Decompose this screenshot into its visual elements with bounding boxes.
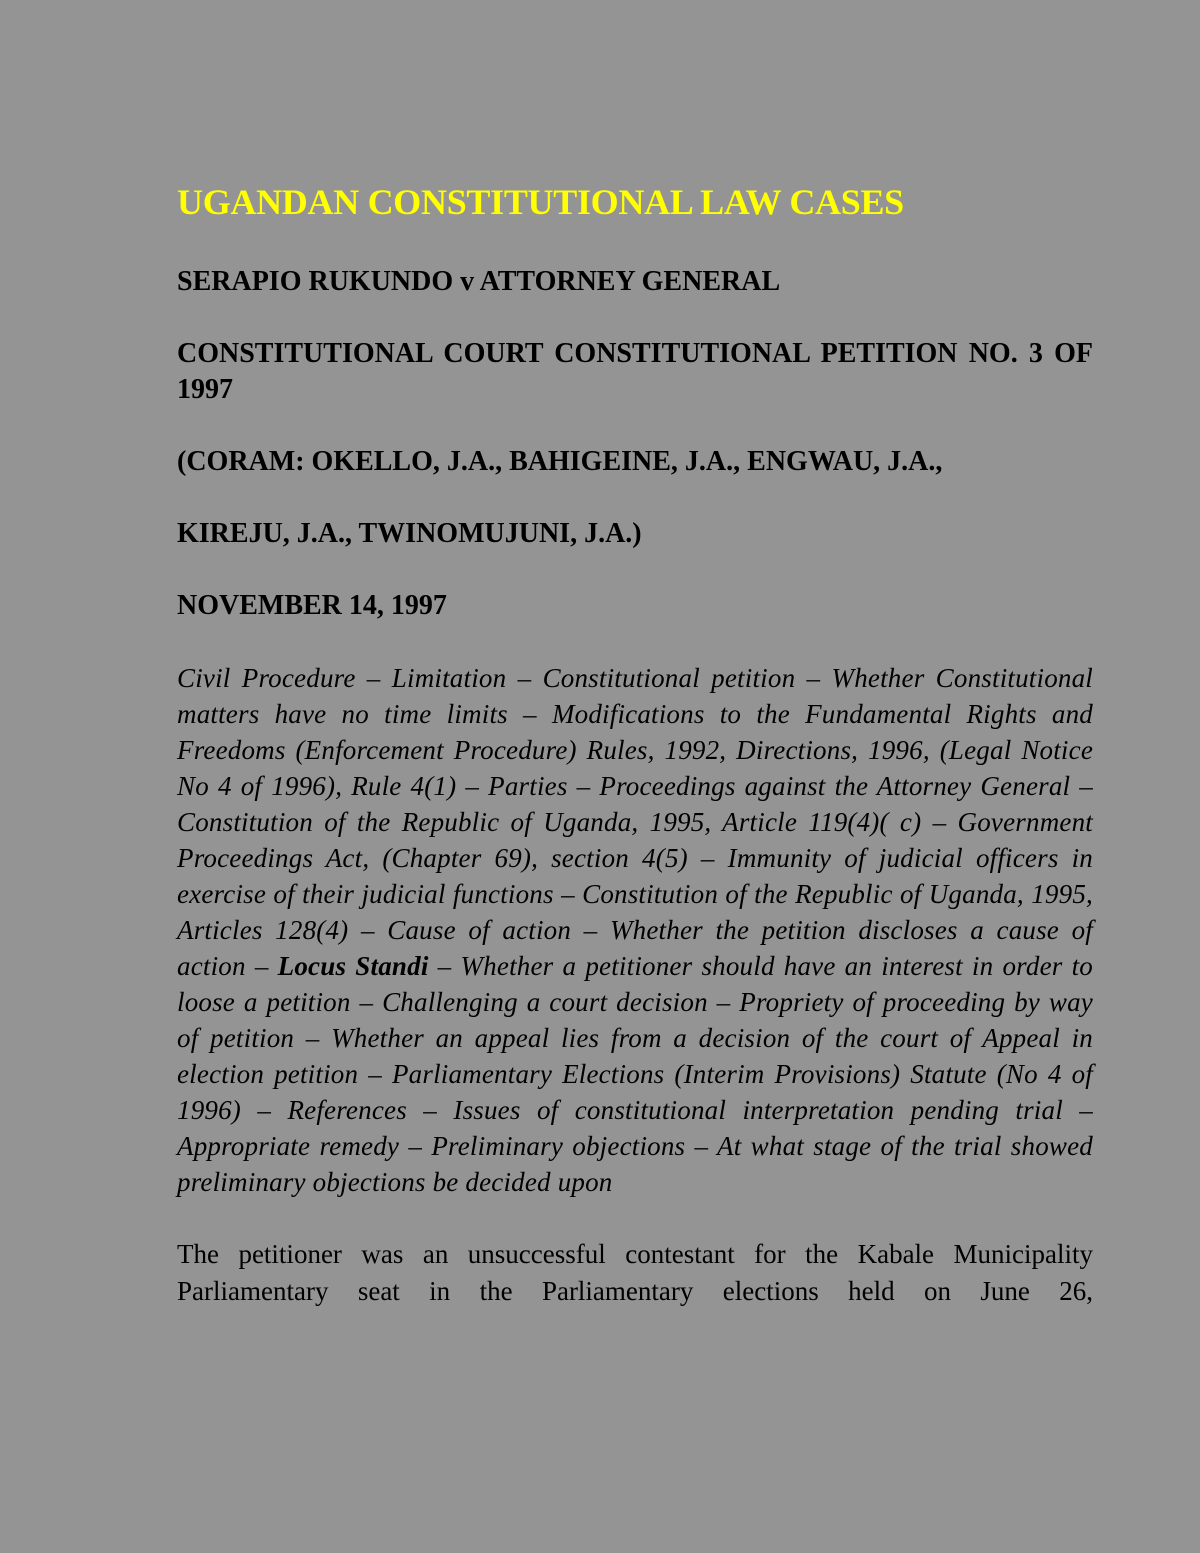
catchwords-locus-standi: Locus Standi xyxy=(277,951,429,981)
judgment-date: NOVEMBER 14, 1997 xyxy=(177,590,447,621)
catchwords-paragraph xyxy=(177,660,1093,1200)
coram-line-2: KIREJU, J.A., TWINOMUJUNI, J.A.) xyxy=(177,518,642,549)
facts-paragraph: The petitioner was an unsuccessful contestant for the Kabale Municipality Parliamentary seat in the Parliamentary elections held on June 26, xyxy=(177,1239,1093,1306)
court-petition-heading: CONSTITUTIONAL COURT CONSTITUTIONAL PETITION NO. 3 OF 1997 xyxy=(177,338,1093,405)
coram-line-1: (CORAM: OKELLO, J.A., BAHIGEINE, J.A., ENGWAU, J.A., xyxy=(177,446,943,477)
document-title: UGANDAN CONSTITUTIONAL LAW CASES xyxy=(177,182,904,222)
case-name: SERAPIO RUKUNDO v ATTORNEY GENERAL xyxy=(177,266,781,297)
catchwords-text-2: – Whether a petitioner should have an interest in order to loose a petition – Challenging a court decision – Propriety of proceeding by way of petition – Whether an appeal lies from a decision of the court of Appeal in election petition – Parliamentary Elections (Interim Provisions) Statute (No 4 of 1996) – References – Issues of constitutional interpretation pending trial – Appropriate remedy – Preliminary objections – At what stage of the trial showed preliminary objections be decided upon xyxy=(177,951,1093,1197)
document-content xyxy=(177,176,1093,1310)
catchwords-text-1: Civil Procedure – Limitation – Constitutional petition – Whether Constitutional matters have no time limits – Modifications to the Fundamental Rights and Freedoms (Enforcement Procedure) Rules, 1992, Directions, 1996, (Legal Notice No 4 of 1996), Rule 4(1) – Parties – Proceedings against the Attorney General – Constitution of the Republic of Uganda, 1995, Article 119(4)( c) – Government Proceedings Act, (Chapter 69), section 4(5) – Immunity of judicial officers in exercise of their judicial functions – Constitution of the Republic of Uganda, 1995, Articles 128(4) – Cause of action – Whether the petition discloses a cause of action – xyxy=(177,663,1093,981)
